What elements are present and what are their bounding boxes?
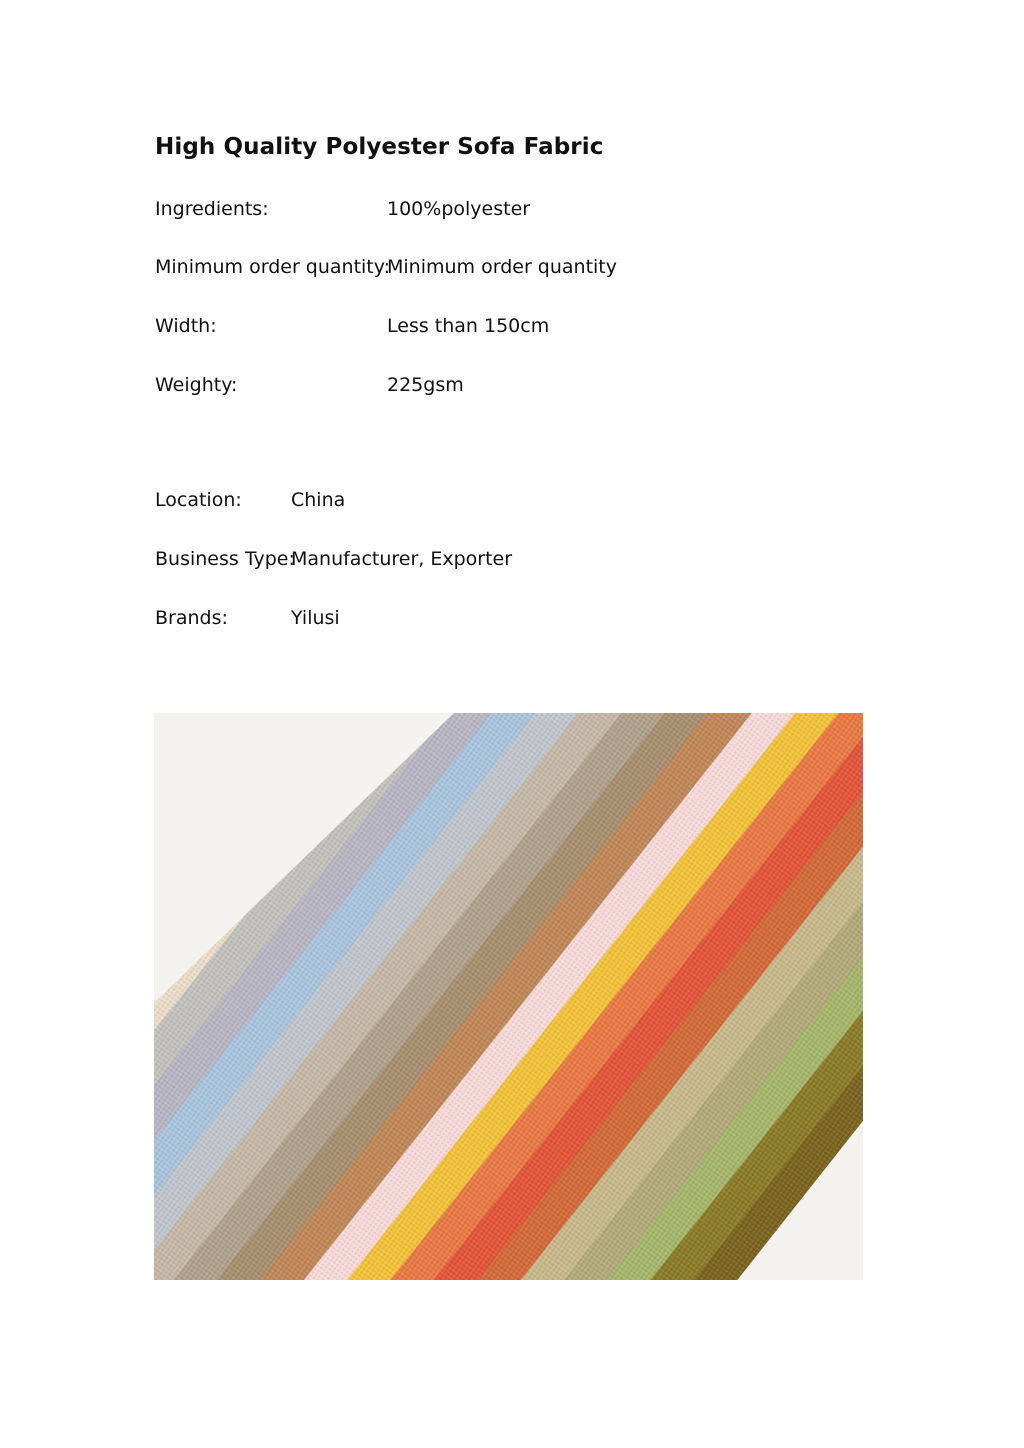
business-label: Business Type: [155,548,295,570]
business-label: Brands: [155,607,228,629]
business-value: China [291,489,346,511]
spec-value: Minimum order quantity [387,256,618,278]
spec-value: 100%polyester [387,198,531,220]
business-label: Location: [155,489,242,511]
business-value: Yilusi [291,607,340,629]
spec-label: Minimum order quantity: [155,256,391,278]
fabric-swatches-illustration [154,713,863,1280]
spec-value: 225gsm [387,374,464,396]
business-value: Manufacturer, Exporter [291,548,513,570]
spec-value: Less than 150cm [387,315,550,337]
page-title: High Quality Polyester Sofa Fabric [155,134,604,160]
spec-label: Weighty: [155,374,238,396]
spec-label: Width: [155,315,217,337]
fabric-swatches-photo [154,713,863,1280]
spec-label: Ingredients: [155,198,269,220]
